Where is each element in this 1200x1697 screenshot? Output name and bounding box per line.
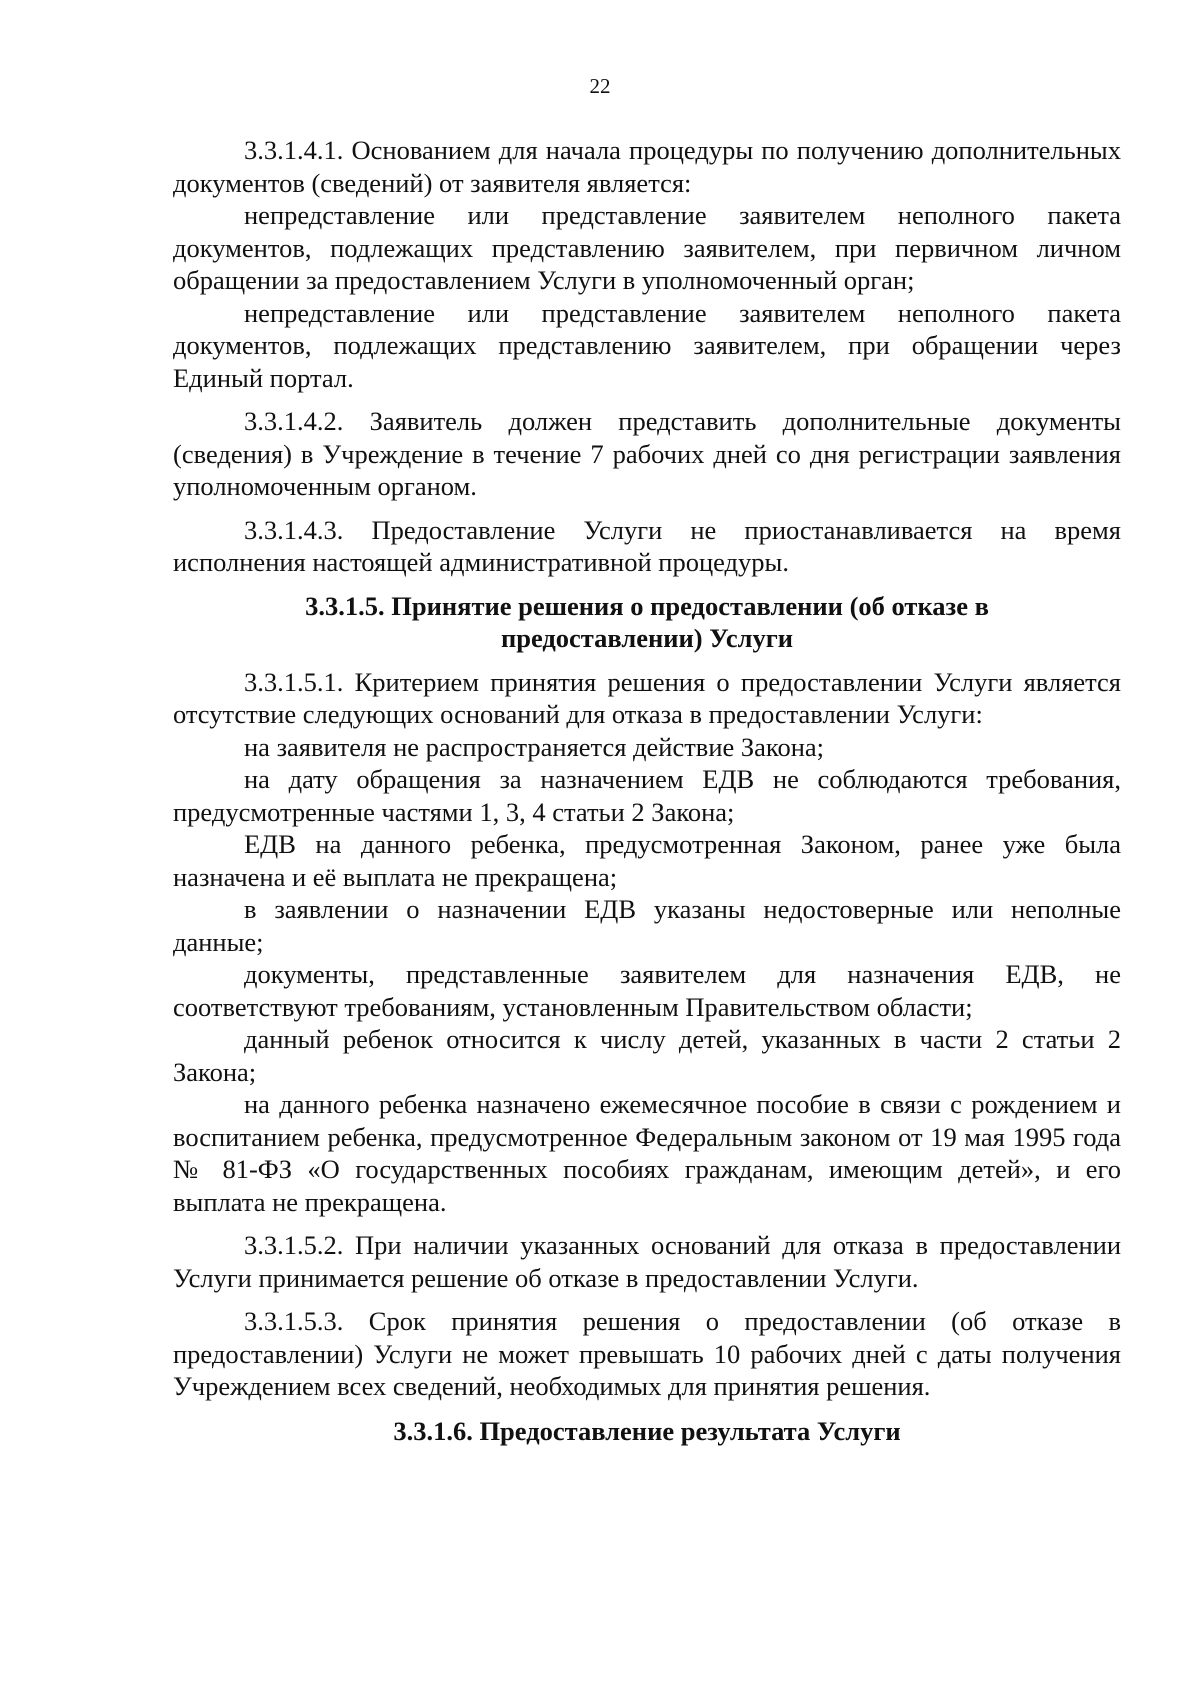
list-item-requirements-not-met: на дату обращения за назначением ЕДВ не соблюдаются требования, предусмотренные частями 1, 3, 4 статьи 2 Закона; [173, 764, 1121, 827]
section-heading-3-3-1-5: 3.3.1.5. Принятие решения о предоставлении (об отказе в предоставлении) Услуги [305, 590, 989, 653]
list-item-federal-allowance: на данного ребенка назначено ежемесячное пособие в связи с рождением и воспитанием ребенка, предусмотренное Федеральным законом от 19 мая 1995 года № 81-ФЗ «О государственных пособиях гражданам, имеющим детей», и его выплата не прекращена. [173, 1089, 1121, 1217]
paragraph-3-3-1-5-3: 3.3.1.5.3. Срок принятия решения о предоставлении (об отказе в предоставлении) Услуги не может превышать 10 рабочих дней с даты получения Учреждением всех сведений, необходимых для принятия решения. [173, 1306, 1121, 1401]
list-item-law-not-applicable: на заявителя не распространяется действие Закона; [244, 731, 825, 762]
list-item-invalid-data: в заявлении о назначении ЕДВ указаны недостоверные или неполные данные; [173, 894, 1121, 957]
list-item-child-excluded: данный ребенок относится к числу детей, указанных в части 2 статьи 2 Закона; [173, 1024, 1121, 1087]
list-item-documents-noncompliant: документы, представленные заявителем для назначения ЕДВ, не соответствуют требованиям, установленным Правительством области; [173, 959, 1121, 1022]
paragraph-3-3-1-5-1: 3.3.1.5.1. Критерием принятия решения о предоставлении Услуги является отсутствие следующих оснований для отказа в предоставлении Услуги: [173, 666, 1121, 729]
list-item-portal-appeal: непредставление или представление заявителем неполного пакета документов, подлежащих представлению заявителем, при обращении через Единый портал. [173, 297, 1121, 393]
list-item-already-assigned: ЕДВ на данного ребенка, предусмотренная Законом, ранее уже была назначена и её выплата не прекращена; [173, 829, 1121, 892]
paragraph-3-3-1-4-3: 3.3.1.4.3. Предоставление Услуги не приостанавливается на время исполнения настоящей административной процедуры. [173, 514, 1121, 577]
paragraph-3-3-1-4-1: 3.3.1.4.1. Основанием для начала процедуры по получению дополнительных документов (сведений) от заявителя является: [173, 135, 1121, 198]
document-body [173, 134, 1121, 1447]
page-number: 22 [589, 74, 611, 98]
section-heading-3-3-1-6: 3.3.1.6. Предоставление результата Услуги [393, 1415, 901, 1446]
list-item-personal-appeal: непредставление или представление заявителем неполного пакета документов, подлежащих представлению заявителем, при первичном личном обращении за предоставлением Услуги в уполномоченный орган; [173, 200, 1121, 295]
paragraph-3-3-1-4-2: 3.3.1.4.2. Заявитель должен представить дополнительные документы (сведения) в Учреждение в течение 7 рабочих дней со дня регистрации заявления уполномоченным органом. [173, 406, 1121, 501]
paragraph-3-3-1-5-2: 3.3.1.5.2. При наличии указанных оснований для отказа в предоставлении Услуги принимается решение об отказе в предоставлении Услуги. [173, 1230, 1121, 1293]
